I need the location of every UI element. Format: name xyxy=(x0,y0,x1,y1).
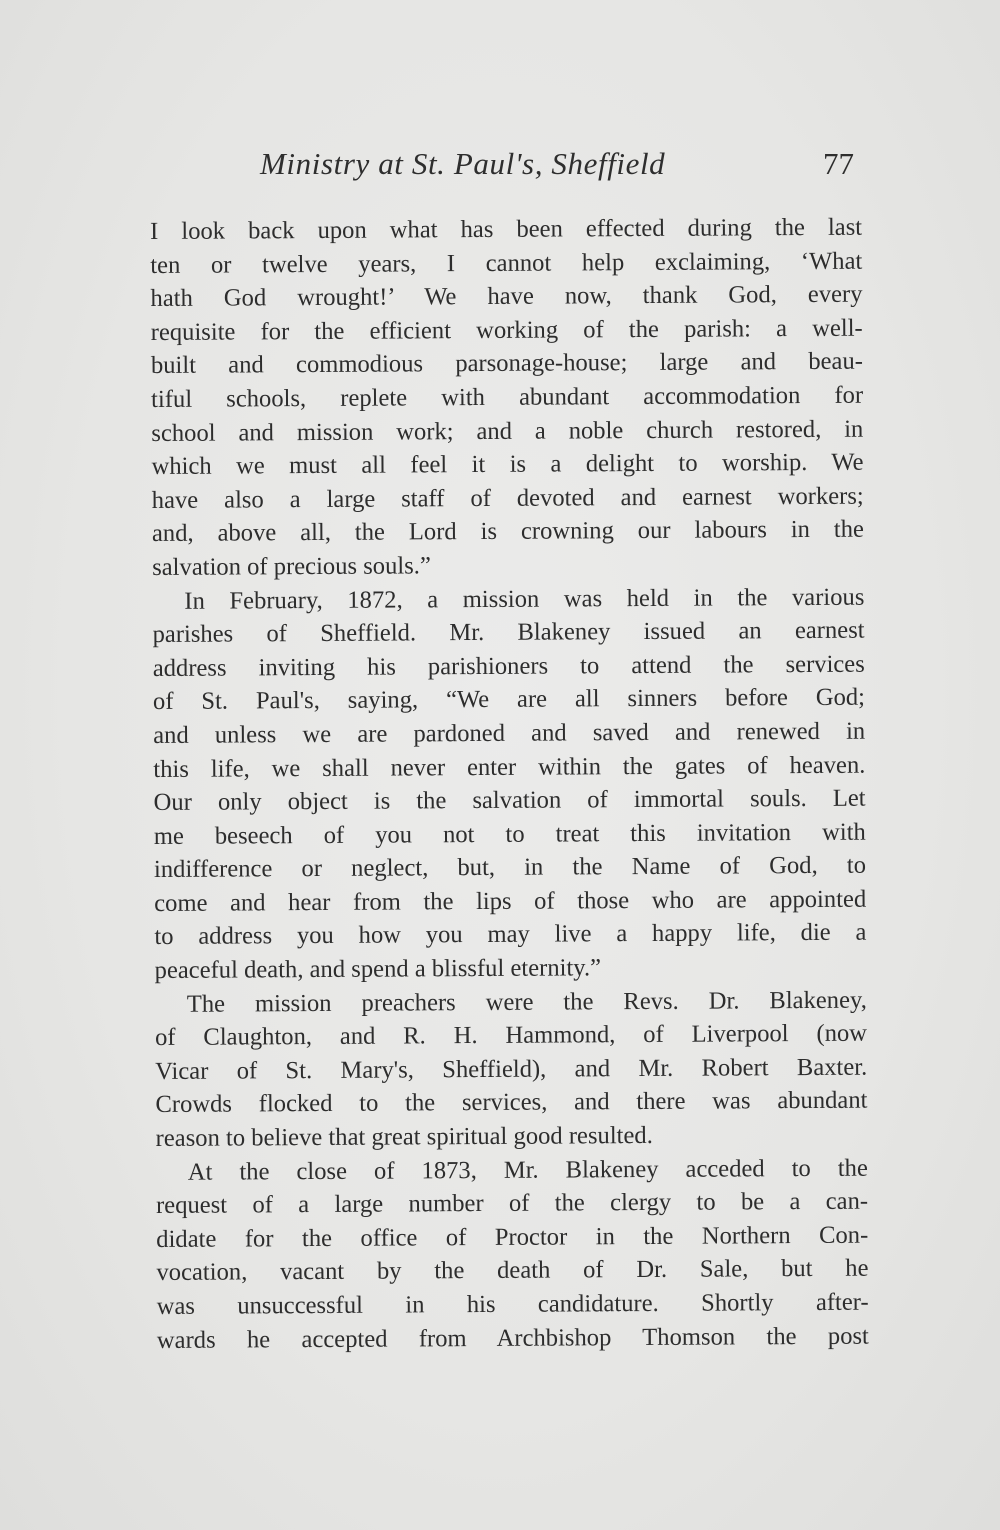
text-line: tiful schools, replete with abundant accommodation for xyxy=(151,381,864,413)
paragraph xyxy=(152,580,866,987)
text-line: have also a large staff of devoted and earnest workers; xyxy=(151,482,864,514)
text-line: me beseech of you not to treat this invitation with xyxy=(153,818,866,850)
text-line: wards he accepted from Archbishop Thomson the post xyxy=(156,1322,869,1354)
running-head: Ministry at St. Paul's, Sheffield xyxy=(260,146,666,181)
text-line: hath God wrought!’ We have now, thank God, every xyxy=(150,280,863,313)
paragraph xyxy=(156,1151,869,1357)
body-text xyxy=(150,211,869,1358)
text-line: of St. Paul's, saying, “We are all sinners before God; xyxy=(152,683,866,716)
text-line: of Claughton, and R. H. Hammond, of Liverpool (now xyxy=(154,1019,868,1052)
text-line: peaceful death, and spend a blissful eternity.” xyxy=(154,954,602,985)
text-line: I look back upon what has been effected during the last xyxy=(150,213,863,245)
text-line: which we must all feel it is a delight to worship. We xyxy=(151,448,864,481)
text-line: ten or twelve years, I cannot help exclaiming, ‘What xyxy=(150,247,863,279)
text-line: request of a large number of the clergy to be a can- xyxy=(155,1187,869,1220)
text-line: Our only object is the salvation of immortal souls. Let xyxy=(153,784,866,817)
paragraph xyxy=(150,211,864,585)
text-line: Crowds flocked to the services, and there was abundant xyxy=(155,1087,868,1119)
text-line: school and mission work; and a noble church restored, in xyxy=(151,415,864,447)
text-line: In February, 1872, a mission was held in the various xyxy=(184,583,865,615)
text-line: was unsuccessful in his candidature. Shortly after- xyxy=(156,1288,869,1320)
text-line: reason to believe that great spiritual good resulted. xyxy=(155,1121,653,1153)
text-line: The mission preachers were the Revs. Dr. Blakeney, xyxy=(186,986,867,1018)
text-line: vocation, vacant by the death of Dr. Sale, but he xyxy=(156,1255,869,1287)
page-number: 77 xyxy=(823,146,854,181)
text-line: and, above all, the Lord is crowning our labours in the xyxy=(151,515,865,548)
page-header xyxy=(150,146,860,190)
text-line: to address you how you may live a happy life, die a xyxy=(154,919,867,951)
text-line: built and commodious parsonage-house; large and beau- xyxy=(150,348,863,380)
text-line: address inviting his parishioners to attend the services xyxy=(152,650,865,682)
text-line: come and hear from the lips of those who are appointed xyxy=(154,885,867,917)
text-line: parishes of Sheffield. Mr. Blakeney issued an earnest xyxy=(152,616,865,649)
text-line: At the close of 1873, Mr. Blakeney acceded to the xyxy=(187,1154,868,1186)
text-line: didate for the office of Proctor in the Northern Con- xyxy=(156,1221,869,1253)
text-line: indifference or neglect, but, in the Name of God, to xyxy=(153,851,867,884)
paragraph xyxy=(155,983,868,1155)
text-line: Vicar of St. Mary's, Sheffield), and Mr. Robert Baxter. xyxy=(155,1053,868,1085)
text-line: this life, we shall never enter within the gates of heaven. xyxy=(153,751,866,783)
text-line: and unless we are pardoned and saved and renewed in xyxy=(153,717,866,749)
text-line: requisite for the efficient working of the parish: a well- xyxy=(150,314,863,346)
text-line: salvation of precious souls.” xyxy=(152,552,431,581)
